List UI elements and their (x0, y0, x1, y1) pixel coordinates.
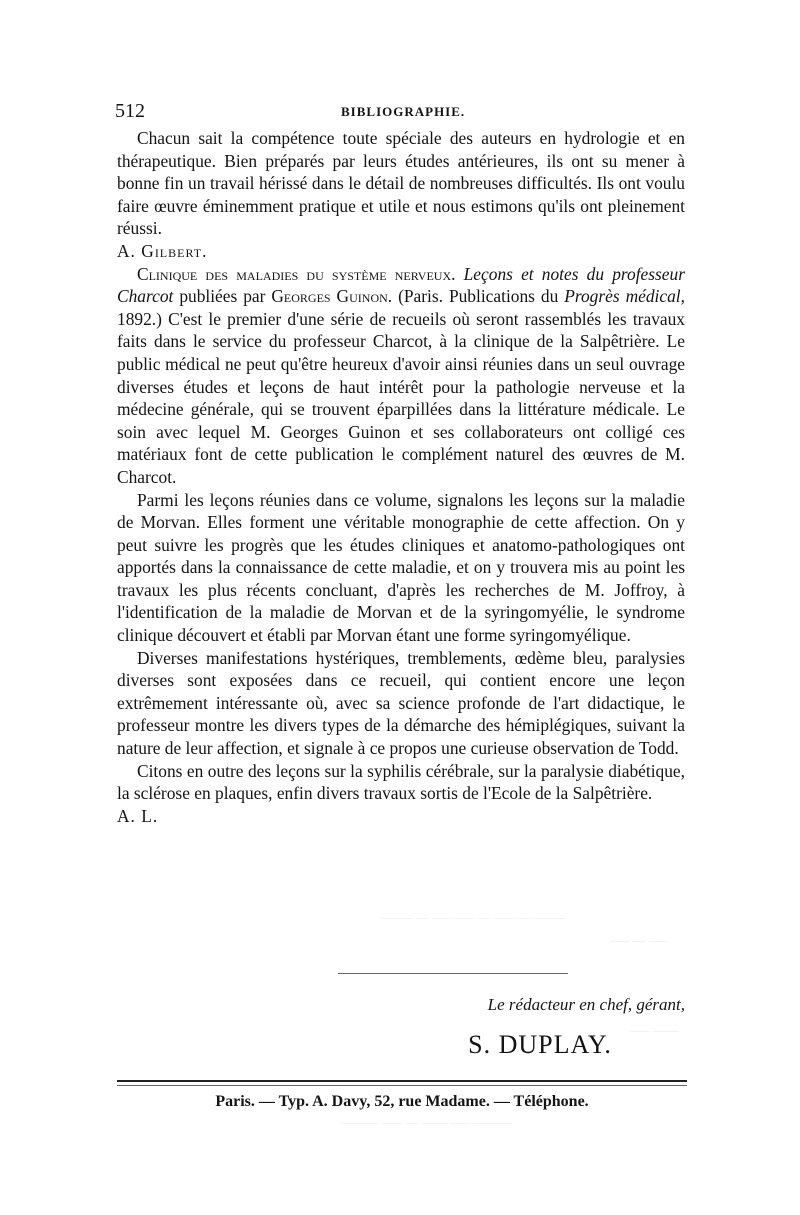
divider-short (338, 973, 568, 974)
review-2-paren-open: (Paris. Publications du (398, 286, 559, 307)
review-1-paragraph: Chacun sait la compétence toute spéciale des auteurs en hydrologie et en thérapeutique. Bien préparés par leurs études antérieures, ils ont su mener à bonne fin un travail hérissé dans le détail de nombreuses difficultés. Ils ont voulu faire œuvre éminemment pratique et utile et nous estimons qu'ils ont pleinement réussi. (117, 128, 685, 239)
bleed-through-mark: ______ ___ ____ __ ___ ______ (340, 1110, 513, 1125)
printer-line: Paris. — Typ. A. Davy, 52, rue Madame. — Téléphone. (215, 1093, 589, 1110)
editor-line: Le rédacteur en chef, gérant, (487, 995, 685, 1014)
page-body (117, 127, 685, 827)
review-1-signature: A. Gilbert. (117, 240, 208, 261)
page-header (115, 100, 685, 124)
review-2-author: Georges Guinon. (271, 286, 393, 307)
footer-rule-thin (117, 1085, 687, 1086)
review-2-heading: Clinique des maladies du système nerveux. (137, 263, 456, 284)
bleed-through-mark: _____ __ ___ __ ___ ___ __ _____ (380, 905, 566, 920)
review-2-book-title: Leçons et notes du professeur Charcot (117, 263, 685, 307)
review-2-paragraph-1-text: 1892.) C'est le premier d'une série de recueils où seront rassemblés les travaux faits dans le service du professeur Charcot, à la clinique de la Salpêtrière. Le public médical ne peut qu'être heureux d'avoir ainsi réunies dans un seul ouvrage diverses études et leçons de haut intérêt pour la pathologie nerveuse et la médecine générale, qui se trouvent éparpillées dans la littérature médicale. Le soin avec lequel M. Georges Guinon et ses collaborateurs ont colligé ces matériaux font de cette publication le complément naturel des œuvres de M. Charcot. (117, 308, 685, 487)
review-2-journal: Progrès médical, (564, 286, 685, 307)
bleed-through-mark: ____ ___ (630, 1018, 679, 1033)
running-head: BIBLIOGRAPHIE. (341, 104, 466, 119)
review-2-paragraph-3: Diverses manifestations hystériques, tremblements, œdème bleu, paralysies diverses sont exposées dans ce recueil, qui contient encore une leçon extrêmement intéressante où, avec sa science profonde de l'art didactique, le professeur montre les divers types de la démarche des hémiplégiques, suivant la nature de leur affection, et signale à ce propos une curieuse observation de Todd. (117, 647, 685, 759)
review-2-paragraph-1 (117, 263, 685, 489)
review-2-paragraph-2: Parmi les leçons réunies dans ce volume, signalons les leçons sur la maladie de Morvan. Elles forment une véritable monographie de cette affection. On y peut suivre les progrès que les études cliniques et anatomo-pathologiques ont apportés dans la connaissance de cette maladie, et on y trouvera mis au point les travaux les plus récents concluant, d'après les recherches de M. Joffroy, à l'identification de la maladie de Morvan et de la syringomyélie, le syndrome clinique découvert et établi par Morvan étant une forme syringomyélique. (117, 489, 685, 646)
review-2-signature: A. L. (117, 805, 159, 826)
footer-rule-thick (117, 1080, 687, 1082)
review-2-paragraph-4: Citons en outre des leçons sur la syphilis cérébrale, sur la paralysie diabétique, la sclérose en plaques, enfin divers travaux sortis de l'Ecole de la Salpêtrière. (117, 760, 685, 804)
editor-name: S. DUPLAY. (468, 1030, 612, 1059)
review-2-publisher-text: publiées par (179, 286, 266, 307)
bleed-through-mark: ___ __ ___ (610, 928, 669, 943)
page-number: 512 (115, 100, 145, 122)
